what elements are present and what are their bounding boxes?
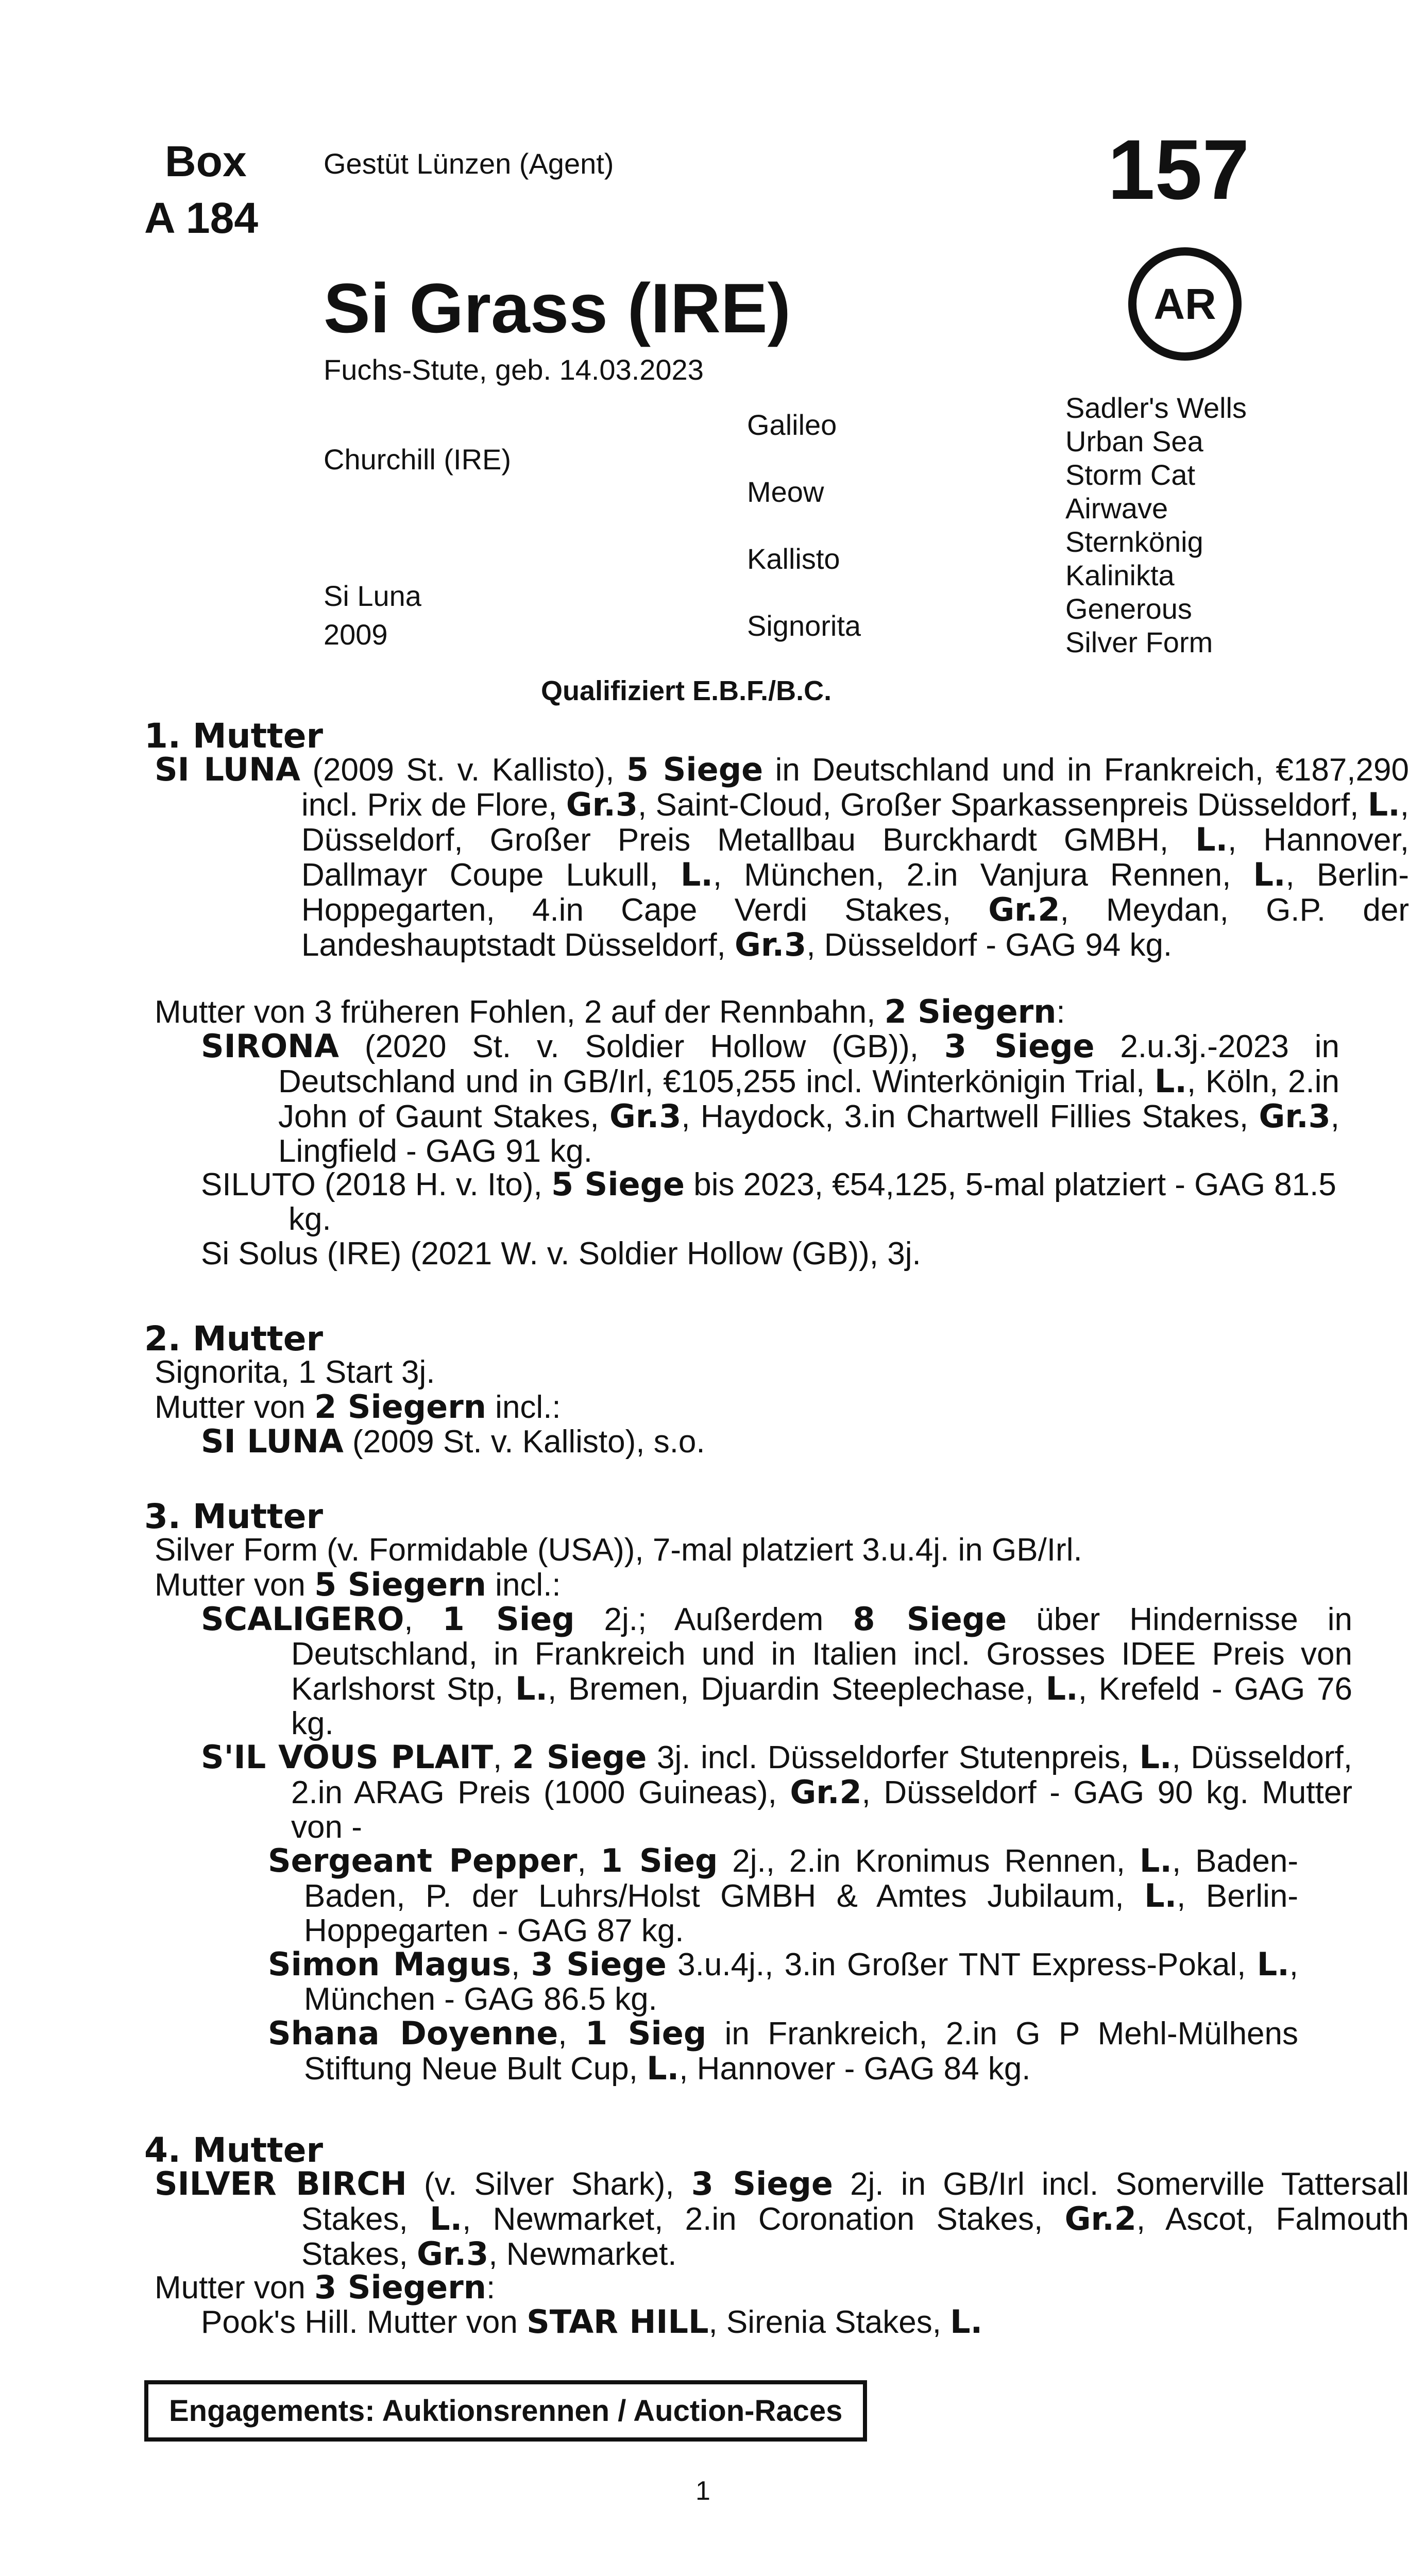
pedigree-gen3-item: Sadler's Wells [1065, 392, 1247, 424]
grand-offspring-entry: Simon Magus, 3 Siege 3.u.4j., 3.in Großer TNT Express-Pokal, L., München - GAG 86.5 kg. [268, 1945, 1298, 2017]
pedigree-gen2-item: Signorita [747, 609, 861, 642]
box-number: A 184 [144, 194, 259, 242]
ar-badge [1128, 247, 1242, 361]
agent-name: Gestüt Lünzen (Agent) [324, 147, 614, 180]
pedigree-gen2-item: Galileo [747, 409, 837, 441]
pedigree-gen2-item: Meow [747, 476, 824, 508]
offspring-entry: Pook's Hill. Mutter von STAR HILL, Sirenia Stakes, L. [201, 2303, 983, 2341]
pedigree-gen3-item: Sternkönig [1065, 526, 1203, 558]
pedigree-gen3-item: Generous [1065, 592, 1192, 625]
page-number: 1 [695, 2476, 710, 2506]
offspring-entry: SI LUNA (2009 St. v. Kallisto), s.o. [201, 1422, 705, 1460]
pedigree-gen3-item: Airwave [1065, 492, 1168, 524]
offspring-entry: S'IL VOUS PLAIT, 2 Siege 3j. incl. Düsseldorfer Stutenpreis, L., Düsseldorf, 2.in ARAG Preis (1000 Guineas), Gr.2, Düsseldorf - GAG 90 kg. Mutter von - [201, 1738, 1352, 1845]
third-dam-offspring-summary: Mutter von 5 Siegern incl.: [155, 1566, 561, 1603]
pedigree-dam-year: 2009 [324, 618, 388, 651]
second-dam-record: Signorita, 1 Start 3j. [155, 1354, 435, 1390]
grand-offspring-entry: Sergeant Pepper, 1 Sieg 2j., 2.in Kronimus Rennen, L., Baden-Baden, P. der Luhrs/Holst GMBH & Amtes Jubilaum, L., Berlin-Hoppegarten - GAG 87 kg. [268, 1842, 1298, 1948]
first-dam-record: SI LUNA (2009 St. v. Kallisto), 5 Siege in Deutschland und in Frankreich, €187,290 incl. Prix de Flore, Gr.3, Saint-Cloud, Großer Sparkassenpreis Düsseldorf, L., Düsseldorf, Großer Preis Metallbau Burckhardt GMBH, L., Hannover, Dallmayr Coupe Lukull, L., München, 2.in Vanjura Rennen, L., Berlin-Hoppegarten, 4.in Cape Verdi Stakes, Gr.2, Meydan, G.P. der Landeshauptstadt Düsseldorf, Gr.3, Düsseldorf - GAG 94 kg. [155, 751, 1409, 963]
offspring-entry: SCALIGERO, 1 Sieg 2j.; Außerdem 8 Siege über Hindernisse in Deutschland, in Frankreich und in Italien incl. Grosses IDEE Preis von Karlshorst Stp, L., Bremen, Djuardin Steeplechase, L., Krefeld - GAG 76 kg. [201, 1600, 1352, 1741]
pedigree-gen3-item: Silver Form [1065, 626, 1213, 658]
engagements-box: Engagements: Auktionsrennen / Auction-Races [144, 2380, 867, 2442]
section-heading-fourth-dam: 4. Mutter [144, 2130, 324, 2170]
third-dam-record: Silver Form (v. Formidable (USA)), 7-mal platziert 3.u.4j. in GB/Irl. [155, 1532, 1082, 1568]
fourth-dam-record: SILVER BIRCH (v. Silver Shark), 3 Siege 2j. in GB/Irl incl. Somerville Tattersall Stakes, L., Newmarket, 2.in Coronation Stakes, Gr.2, Ascot, Falmouth Stakes, Gr.3, Newmarket. [155, 2165, 1409, 2273]
pedigree-gen3-item: Storm Cat [1065, 459, 1196, 491]
offspring-entry: SIRONA (2020 St. v. Soldier Hollow (GB)), 3 Siege 2.u.3j.-2023 in Deutschland und in GB/Irl, €105,255 incl. Winterkönigin Trial, L., Köln, 2.in John of Gaunt Stakes, Gr.3, Haydock, 3.in Chartwell Fillies Stakes, Gr.3, Lingfield - GAG 91 kg. [201, 1027, 1340, 1169]
section-heading-first-dam: 1. Mutter [144, 716, 324, 756]
qualification: Qualifiziert E.B.F./B.C. [541, 675, 832, 706]
first-dam-offspring-summary: Mutter von 3 früheren Fohlen, 2 auf der Rennbahn, 2 Siegern: [155, 993, 1065, 1030]
pedigree-gen3-item: Kalinikta [1065, 559, 1175, 591]
lot-number: 157 [1108, 122, 1250, 217]
horse-description: Fuchs-Stute, geb. 14.03.2023 [324, 353, 704, 386]
offspring-entry: Si Solus (IRE) (2021 W. v. Soldier Hollow (GB)), 3j. [201, 1236, 921, 1272]
fourth-dam-offspring-summary: Mutter von 3 Siegern: [155, 2268, 496, 2306]
box-label: Box [165, 137, 247, 185]
pedigree-sire: Churchill (IRE) [324, 443, 512, 476]
section-heading-second-dam: 2. Mutter [144, 1319, 324, 1359]
pedigree-gen2-item: Kallisto [747, 543, 840, 575]
section-heading-third-dam: 3. Mutter [144, 1497, 324, 1536]
pedigree-dam: Si Luna [324, 580, 421, 612]
grand-offspring-entry: Shana Doyenne, 1 Sieg in Frankreich, 2.in G P Mehl-Mülhens Stiftung Neue Bult Cup, L., Hannover - GAG 84 kg. [268, 2014, 1299, 2087]
offspring-entry: SILUTO (2018 H. v. Ito), 5 Siege bis 2023, €54,125, 5-mal platziert - GAG 81.5 kg. [201, 1165, 1336, 1237]
second-dam-offspring-summary: Mutter von 2 Siegern incl.: [155, 1388, 561, 1426]
pedigree-gen3-item: Urban Sea [1065, 425, 1203, 457]
ar-badge-label: AR [1153, 279, 1216, 328]
horse-name: Si Grass (IRE) [324, 269, 791, 347]
